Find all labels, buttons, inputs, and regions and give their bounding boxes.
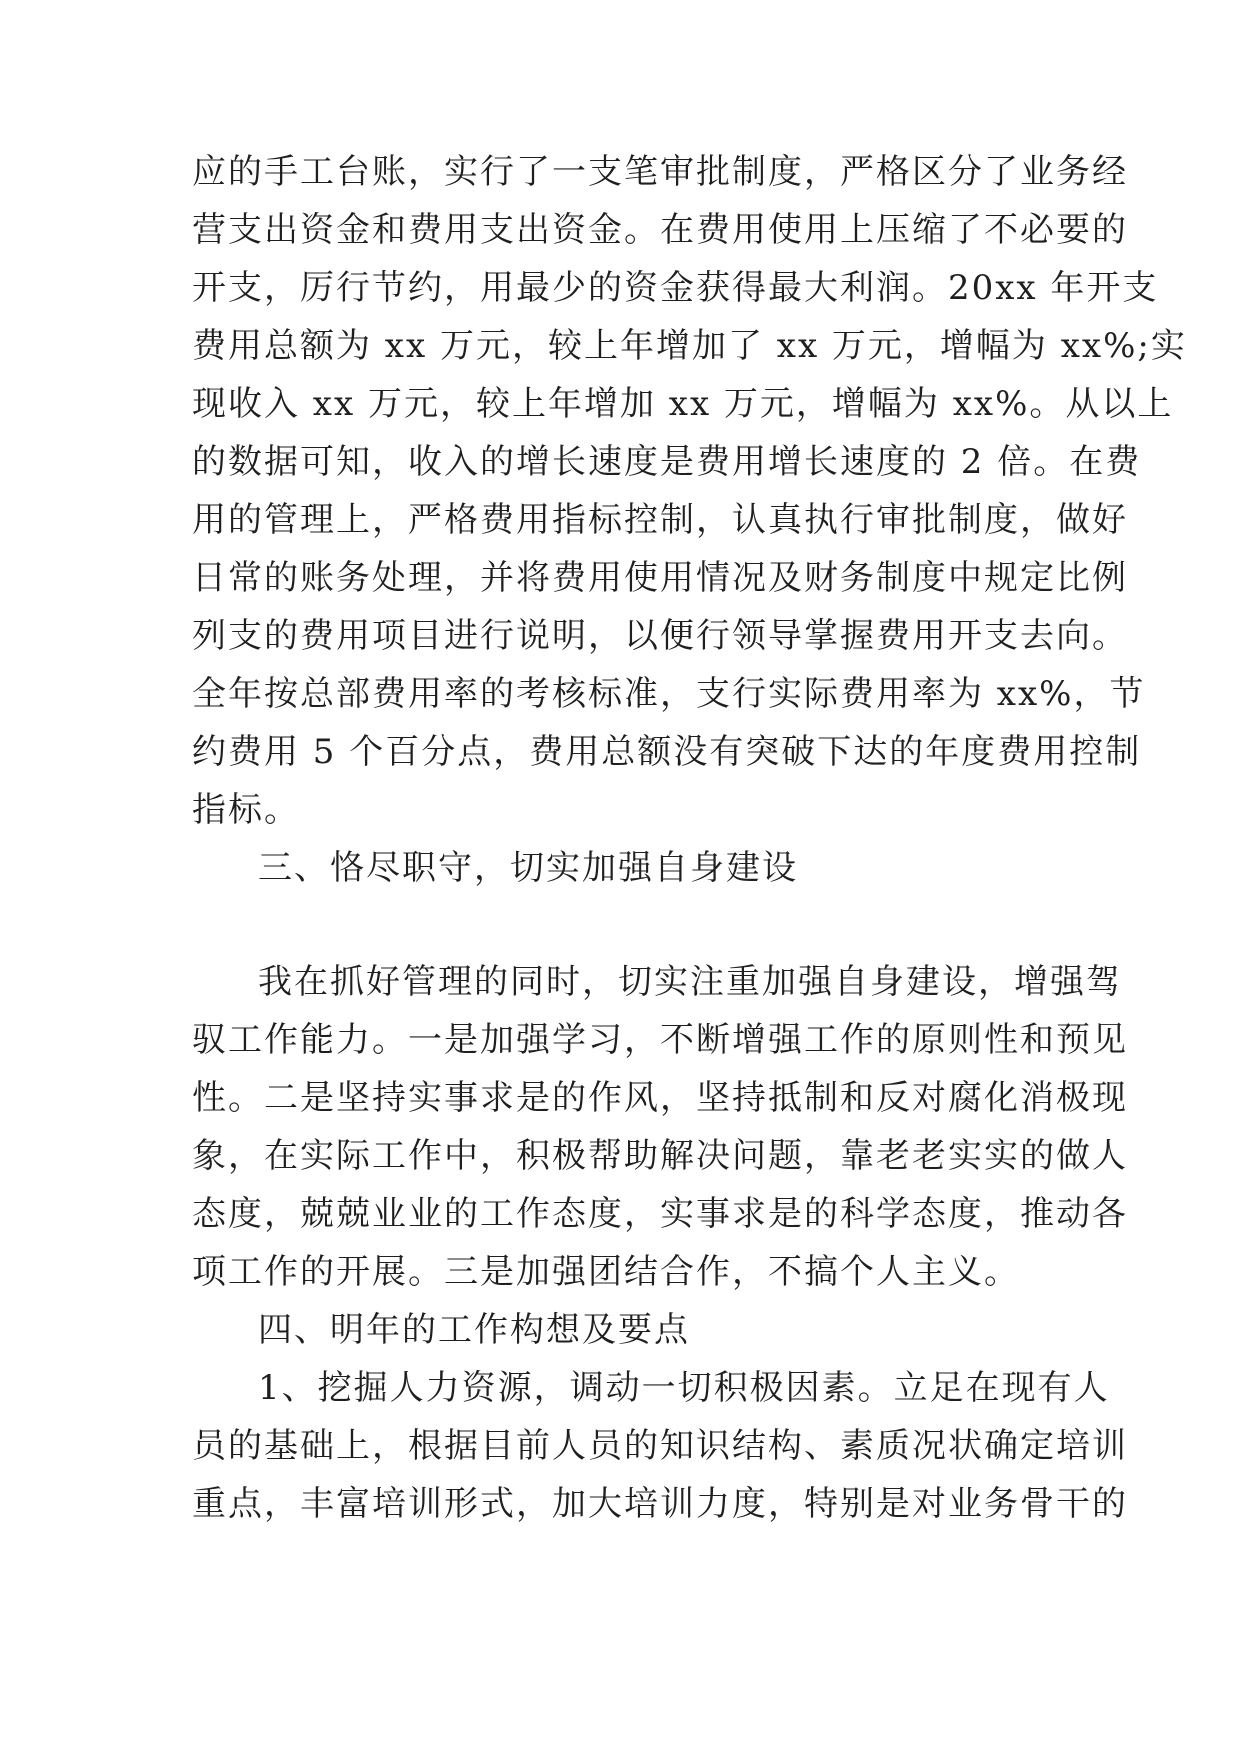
paragraph-line: 态度，兢兢业业的工作态度，实事求是的科学态度，推动各 [192,1194,1128,1234]
paragraph-line: 指标。 [192,790,300,830]
paragraph-line: 性。二是坚持实事求是的作风，坚持抵制和反对腐化消极现 [192,1078,1128,1118]
paragraph-line: 象，在实际工作中，积极帮助解决问题，靠老老实实的做人 [192,1136,1128,1176]
paragraph-line: 全年按总部费用率的考核标准，支行实际费用率为 xx%，节 [192,674,1146,714]
paragraph-line: 营支出资金和费用支出资金。在费用使用上压缩了不必要的 [192,210,1128,250]
paragraph-line: 员的基础上，根据目前人员的知识结构、素质况状确定培训 [192,1426,1128,1466]
section-heading-4: 四、明年的工作构想及要点 [258,1310,690,1350]
paragraph-line: 应的手工台账，实行了一支笔审批制度，严格区分了业务经 [192,152,1128,192]
paragraph-line: 驭工作能力。一是加强学习，不断增强工作的原则性和预见 [192,1020,1128,1060]
paragraph-line: 用的管理上，严格费用指标控制，认真执行审批制度，做好 [192,500,1128,540]
paragraph-line: 开支，厉行节约，用最少的资金获得最大利润。20xx 年开支 [192,268,1159,308]
paragraph-line: 现收入 xx 万元，较上年增加 xx 万元，增幅为 xx%。从以上 [192,384,1174,424]
paragraph-line: 我在抓好管理的同时，切实注重加强自身建设，增强驾 [258,962,1122,1002]
paragraph-line: 费用总额为 xx 万元，较上年增加了 xx 万元，增幅为 xx%;实 [192,326,1187,366]
paragraph-line: 列支的费用项目进行说明，以便行领导掌握费用开支去向。 [192,616,1128,656]
section-heading-3: 三、恪尽职守，切实加强自身建设 [258,848,798,888]
paragraph-line: 1、挖掘人力资源，调动一切积极因素。立足在现有人 [258,1368,1110,1408]
paragraph-line: 项工作的开展。三是加强团结合作，不搞个人主义。 [192,1252,1020,1292]
paragraph-line: 日常的账务处理，并将费用使用情况及财务制度中规定比例 [192,558,1128,598]
paragraph-line: 重点，丰富培训形式，加大培训力度，特别是对业务骨干的 [192,1484,1128,1524]
paragraph-line: 约费用 5 个百分点，费用总额没有突破下达的年度费用控制 [192,732,1142,772]
paragraph-line: 的数据可知，收入的增长速度是费用增长速度的 2 倍。在费 [192,442,1142,482]
